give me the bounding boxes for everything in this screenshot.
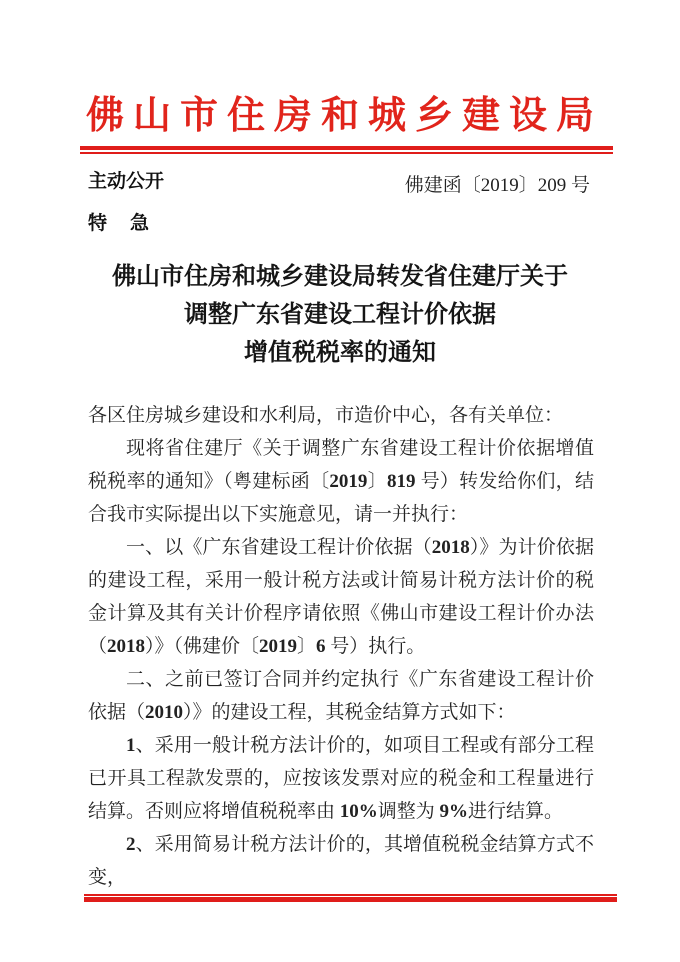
text-run: 二、之前已签订合同并约定执行《广东省建设工程计价依据（	[88, 669, 594, 723]
letterhead-agency-name: 佛山市住房和城乡建设局	[85, 95, 603, 137]
bold-number: 9%	[439, 801, 469, 822]
text-run: 号）转发给你们，结合我市实际提出以下实施意见，请一并执行：	[88, 471, 594, 525]
bold-number: 10%	[339, 801, 378, 822]
text-run: 〕	[297, 636, 317, 657]
document-title-line-1: 佛山市住房和城乡建设局转发省住建厅关于	[112, 264, 568, 290]
text-run: 一、以《广东省建设工程计价依据（	[126, 537, 432, 558]
meta-left-block	[88, 166, 164, 235]
text-run: 〕	[367, 471, 388, 492]
bold-number: 6	[316, 636, 326, 657]
text-run: ）》的建设工程，其税金结算方式如下：	[183, 702, 516, 723]
disclosure-label: 主动公开	[88, 171, 165, 192]
bold-number: 1	[126, 735, 136, 756]
text-run: 现将省住建厅《关于调整广东省建设工程计价依据增值税税率的通知》（粤建标函〔	[88, 438, 594, 492]
paragraph	[88, 531, 594, 663]
text-run: 进行结算。	[468, 801, 564, 822]
text-run: ）》为计价依据的建设工程，采用一般计税方法或计简易计税方法计价的税金计算及其有关计价程序请依照《佛山市建设工程计价办法（	[88, 537, 594, 657]
bold-number: 2	[126, 834, 136, 855]
document-title-line-2: 调整广东省建设工程计价依据	[184, 302, 496, 328]
text-run: 、采用简易计税方法计价的，其增值税税金结算方式不变，	[88, 834, 594, 888]
text-run: 各区住房城乡建设和水利局，市造价中心，各有关单位：	[88, 405, 564, 426]
bold-number: 2019	[259, 636, 298, 657]
paragraph	[88, 399, 594, 432]
bold-number: 2019	[329, 471, 368, 492]
footer-double-rule	[84, 894, 617, 902]
header-double-rule	[80, 146, 613, 154]
text-run: ）》（佛建价〔	[145, 636, 260, 657]
text-run: 、采用一般计税方法计价的，如项目工程或有部分工程已开具工程款发票的，应按该发票对应的税金和工程量进行结算。否则应将增值税税率由	[88, 735, 594, 822]
bold-number: 2018	[431, 537, 470, 558]
text-run: 号）执行。	[325, 636, 426, 657]
paragraph	[88, 828, 594, 894]
document-number: 佛建函〔2019〕209 号	[404, 175, 590, 196]
document-body	[88, 399, 594, 894]
text-run: 调整为	[377, 801, 440, 822]
document-title-line-3: 增值税税率的通知	[244, 340, 436, 366]
urgency-label: 特 急	[88, 213, 152, 234]
paragraph	[88, 729, 594, 828]
paragraph	[88, 663, 594, 729]
document-title	[0, 258, 680, 372]
bold-number: 2010	[145, 702, 184, 723]
bold-number: 2018	[107, 636, 146, 657]
bold-number: 819	[387, 471, 416, 492]
paragraph	[88, 432, 594, 531]
